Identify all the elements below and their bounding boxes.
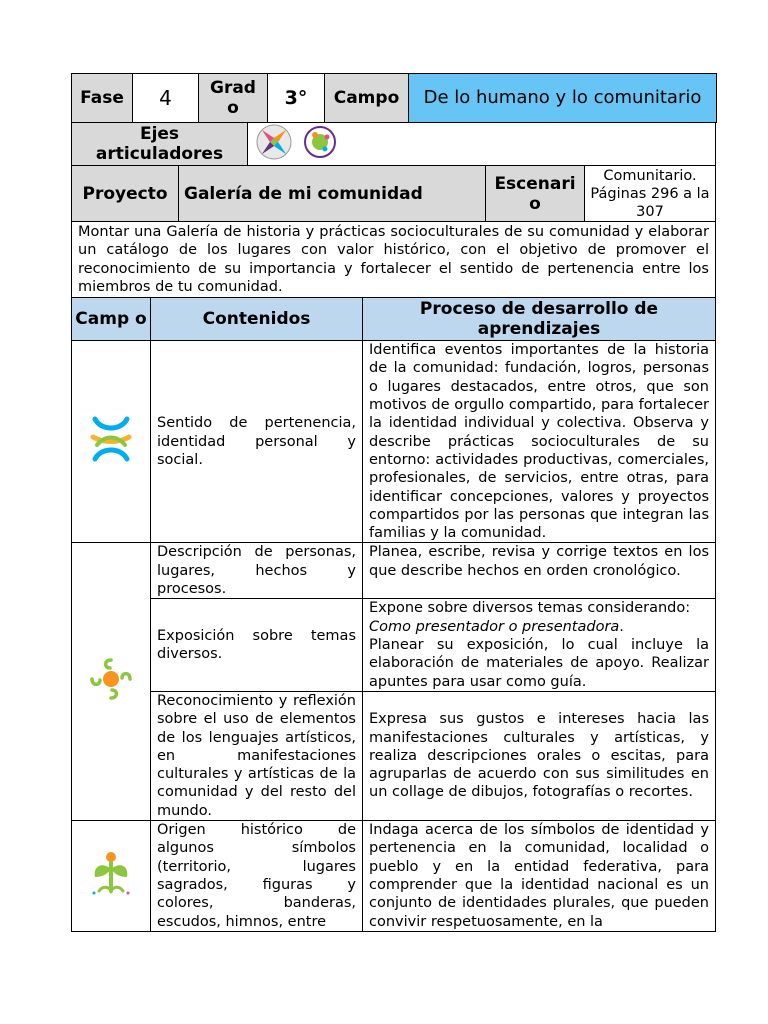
contenido-cell: Descripción de personas, lugares, hechos y procesos. bbox=[151, 543, 363, 599]
proyecto-label: Proyecto bbox=[72, 166, 179, 222]
header-table bbox=[71, 73, 717, 123]
campo-label: Campo bbox=[325, 74, 409, 123]
proceso-cell: Expresa sus gustos e intereses hacia las manifestaciones culturales y artísticas, y realiza descripciones orales o escitas, para agruparlas de acuerdo con sus similitudes en un collage de dibujos, fotografías o recortes. bbox=[363, 691, 716, 820]
ejes-table bbox=[71, 122, 716, 166]
sun-swirls-icon bbox=[88, 656, 134, 707]
proceso-cell: Identifica eventos importantes de la historia de la comunidad: fundación, logros, personas o lugares destacados, entre otros, que son motivos de orgullo compartido, para fortalecer la identidad individual y colectiva. Observa y describe prácticas socioculturales de su entorno: actividades productivas, comerciales, profesionales, de servicios, entre otras, para identificar concepciones, valores y proyectos compartidos por las personas que integran las familias y la comunidad. bbox=[363, 341, 716, 543]
contents-table bbox=[71, 297, 716, 932]
planning-document bbox=[71, 73, 716, 932]
description-table bbox=[71, 221, 716, 298]
figure-leaves-icon bbox=[87, 847, 135, 904]
table-row bbox=[72, 341, 716, 543]
proyecto-value: Galería de mi comunidad bbox=[179, 166, 486, 222]
table-row bbox=[72, 691, 716, 820]
column-header-campo: Camp o bbox=[72, 298, 151, 341]
table-row bbox=[72, 599, 716, 691]
proceso-cell: Indaga acerca de los símbolos de identidad y pertenencia en la comunidad, localidad o pueblo y en la entidad federativa, para comprender que la identidad nacional es un conjunto de identidades plurales, que pueden convivir respetuosamente, en la bbox=[363, 821, 716, 932]
escenario-value: Comunitario. Páginas 296 a la 307 bbox=[585, 166, 716, 222]
escenario-label: Escenari o bbox=[486, 166, 585, 222]
proceso-line: Planear su exposición, lo cual incluye la elaboración de materiales de apoyo. Realizar apuntes para usar como guía. bbox=[369, 637, 709, 690]
proceso-cell: Planea, escribe, revisa y corrige textos en los que describe hechos en orden cronológico. bbox=[363, 543, 716, 599]
vida-saludable-icon bbox=[303, 125, 337, 164]
contenido-cell: Origen histórico de algunos símbolos (territorio, lugares sagrados, figuras y colores, banderas, escudos, himnos, entre bbox=[151, 821, 363, 932]
table-row bbox=[72, 821, 716, 932]
people-embrace-icon bbox=[87, 413, 135, 470]
campo-icon-cell bbox=[72, 341, 151, 543]
proceso-italic: Como presentador o presentadora bbox=[369, 618, 620, 635]
interculturalidad-icon bbox=[256, 124, 292, 165]
contenido-cell: Sentido de pertenencia, identidad personal y social. bbox=[151, 341, 363, 543]
campo-icon-cell bbox=[72, 543, 151, 821]
proceso-line: Expone sobre diversos temas considerando: bbox=[369, 600, 691, 617]
grado-value: 3° bbox=[268, 74, 325, 123]
grado-label: Grad o bbox=[199, 74, 268, 123]
proyecto-table bbox=[71, 165, 716, 222]
fase-value: 4 bbox=[133, 74, 199, 123]
column-header-contenidos: Contenidos bbox=[151, 298, 363, 341]
column-header-proceso: Proceso de desarrollo de aprendizajes bbox=[363, 298, 716, 341]
contenido-cell: Reconocimiento y reflexión sobre el uso de elementos de los lenguajes artísticos, en manifestaciones culturales y artísticas de la comunidad y del resto del mundo. bbox=[151, 691, 363, 820]
proceso-cell: Expone sobre diversos temas considerando: Como presentador o presentadora. Planear su exposición, lo cual incluye la elaboración de materiales de apoyo. Realizar apuntes para usar como guía. bbox=[363, 599, 716, 691]
project-description: Montar una Galería de historia y prácticas socioculturales de su comunidad y elaborar un catálogo de los lugares con valor histórico, con el objetivo de promover el reconocimiento de su importancia y fortalecer el sentido de pertenencia entre los miembros de tu comunidad. bbox=[72, 222, 716, 298]
campo-icon-cell bbox=[72, 821, 151, 932]
contenido-cell: Exposición sobre temas diversos. bbox=[151, 599, 363, 691]
campo-value: De lo humano y lo comunitario bbox=[409, 74, 717, 123]
fase-label: Fase bbox=[72, 74, 133, 123]
ejes-label: Ejes articuladores bbox=[72, 123, 248, 166]
table-row bbox=[72, 543, 716, 599]
